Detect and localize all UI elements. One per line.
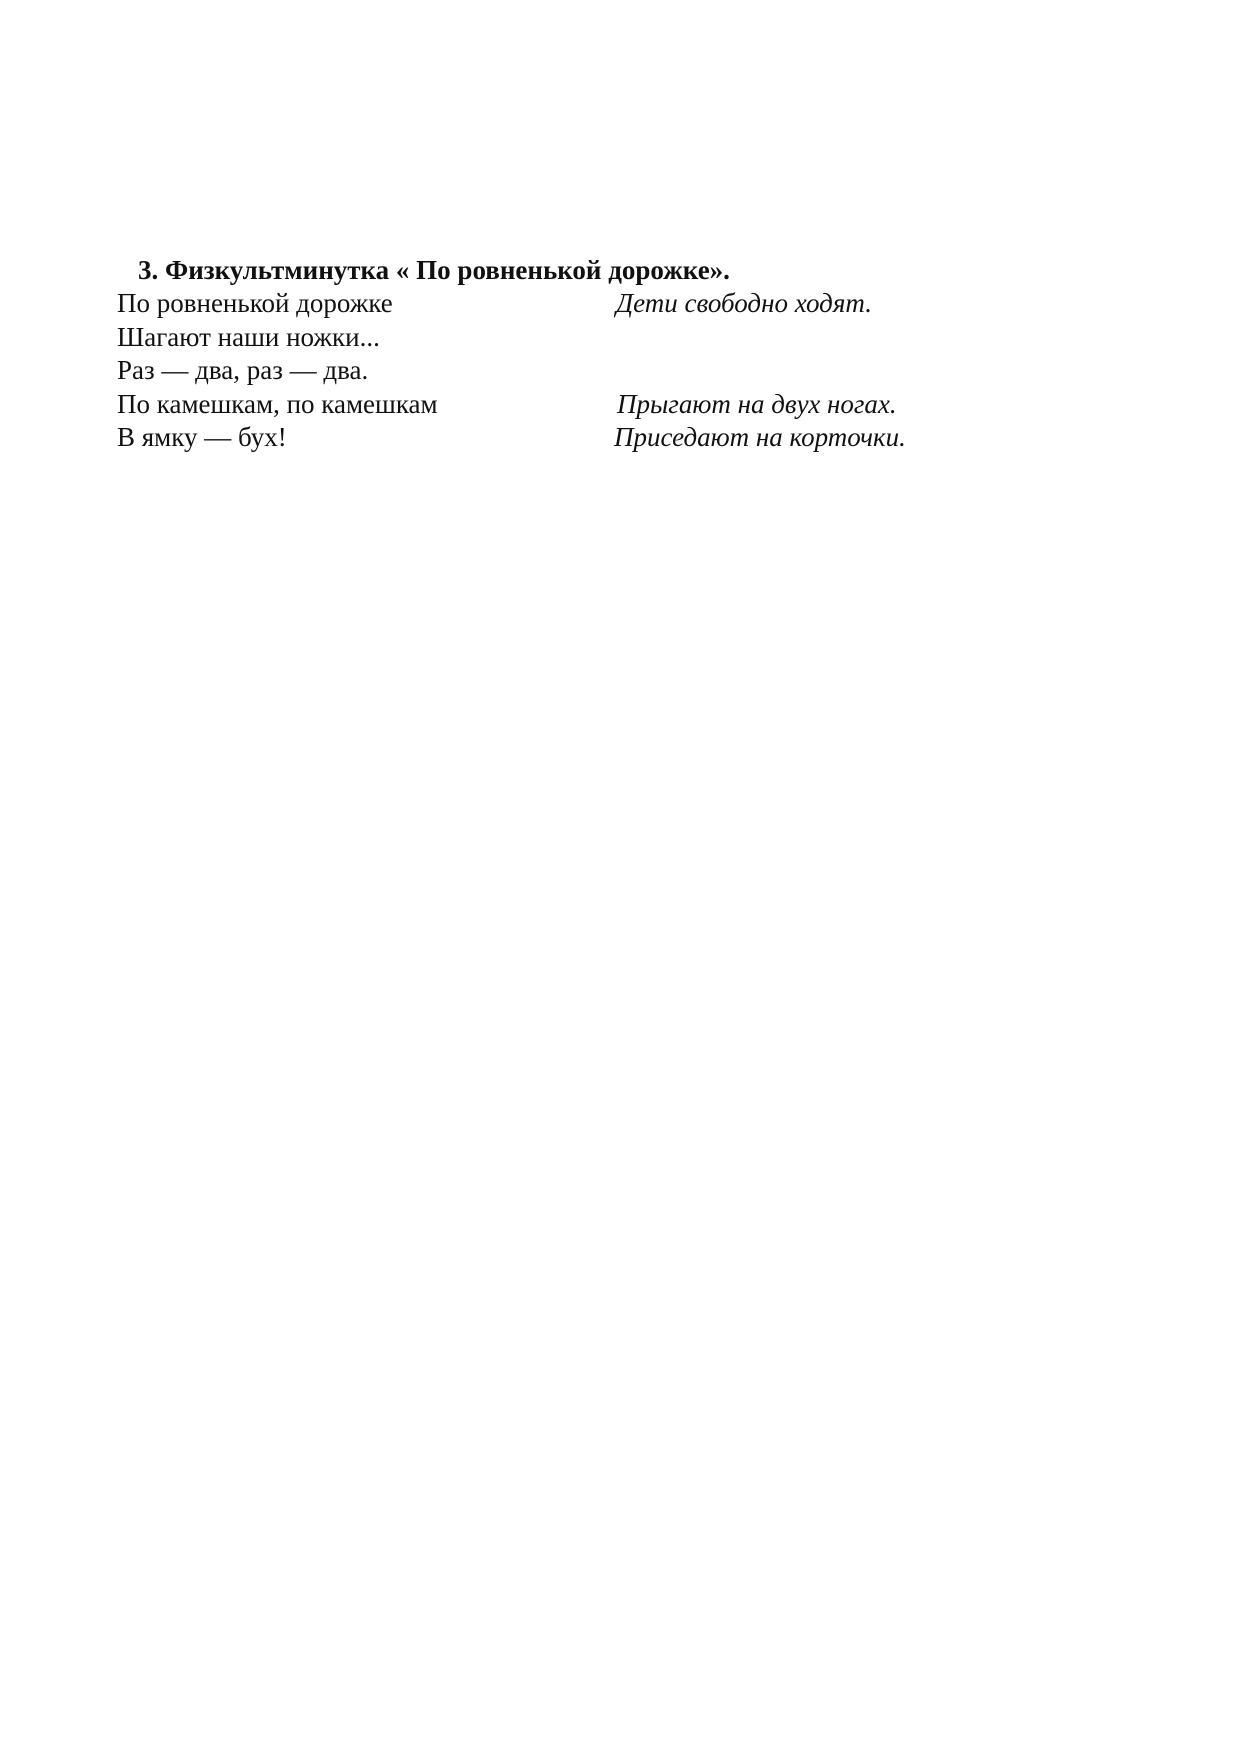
- action-instruction: Прыгают на двух ногах.: [617, 388, 897, 419]
- verse-text: Раз — два, раз — два.: [117, 355, 369, 385]
- verse-text: По ровненькой дорожке: [117, 288, 393, 318]
- exercise-lines: [0, 287, 1240, 455]
- section-heading: 3. Физкультминутка « По ровненькой дорожке».: [138, 255, 730, 285]
- exercise-line: [0, 287, 1240, 321]
- exercise-line: [0, 354, 1240, 388]
- action-instruction: Приседают на корточки.: [614, 422, 906, 452]
- action-instruction: Дети свободно ходят.: [616, 288, 872, 318]
- verse-text: В ямку — бух!: [117, 422, 287, 452]
- exercise-line: [0, 421, 1240, 455]
- verse-text: По камешкам, по камешкам: [117, 388, 438, 419]
- exercise-line: [0, 388, 1240, 422]
- exercise-line: [0, 321, 1240, 355]
- verse-text: Шагают наши ножки...: [117, 321, 380, 352]
